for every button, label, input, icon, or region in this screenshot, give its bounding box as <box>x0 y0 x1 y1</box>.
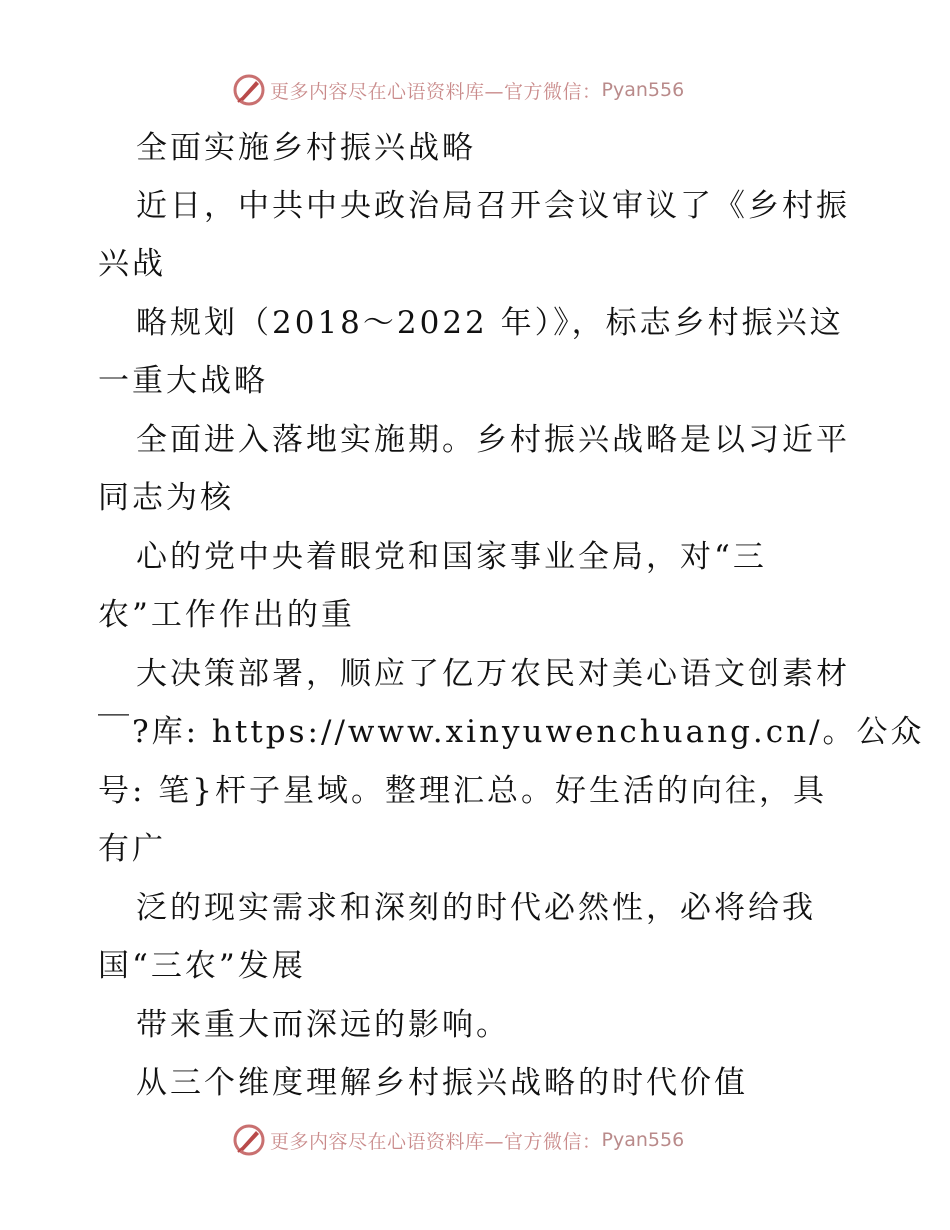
paragraph-line: 国“三农”发展 <box>98 948 306 984</box>
paragraph-line: 农”工作作出的重 <box>98 597 355 633</box>
header-watermark <box>232 70 684 110</box>
paragraph-line: 同志为核 <box>98 480 234 516</box>
paragraph-line: 全面进入落地实施期。乡村振兴战略是以习近平 <box>136 422 850 458</box>
paragraph-line: 号: 笔}杆子星域。整理汇总。好生活的向往，具 <box>98 773 828 809</box>
paragraph-line: ￣?库: https://www.xinyuwenchuang.cn/。公众 <box>98 714 925 750</box>
quill-pen-logo-icon <box>232 73 266 107</box>
paragraph-line: 带来重大而深远的影响。 <box>136 1007 510 1043</box>
footer-watermark <box>232 1120 684 1160</box>
document-title: 全面实施乡村振兴战略 <box>136 130 476 166</box>
paragraph-line: 略规划（2018～2022 年）》，标志乡村振兴这 <box>136 305 844 341</box>
quill-pen-logo-icon <box>232 1123 266 1157</box>
paragraph-line: 大决策部署，顺应了亿万农民对美心语文创素材 <box>136 656 850 692</box>
watermark-wechat-id: Pyan556 <box>601 79 685 101</box>
watermark-text: 更多内容尽在心语资料库—官方微信： <box>270 80 602 103</box>
paragraph-line: 一重大战略 <box>98 363 268 399</box>
paragraph-line: 泛的现实需求和深刻的时代必然性，必将给我 <box>136 890 816 926</box>
section-heading: 从三个维度理解乡村振兴战略的时代价值 <box>136 1065 748 1101</box>
watermark-text: 更多内容尽在心语资料库—官方微信： <box>270 1130 602 1153</box>
paragraph-line: 兴战 <box>98 246 166 282</box>
paragraph-line: 近日，中共中央政治局召开会议审议了《乡村振 <box>136 188 850 224</box>
watermark-wechat-id: Pyan556 <box>601 1129 685 1151</box>
paragraph-line: 有广 <box>98 831 166 867</box>
paragraph-line: 心的党中央着眼党和国家事业全局，对“三 <box>136 539 767 575</box>
